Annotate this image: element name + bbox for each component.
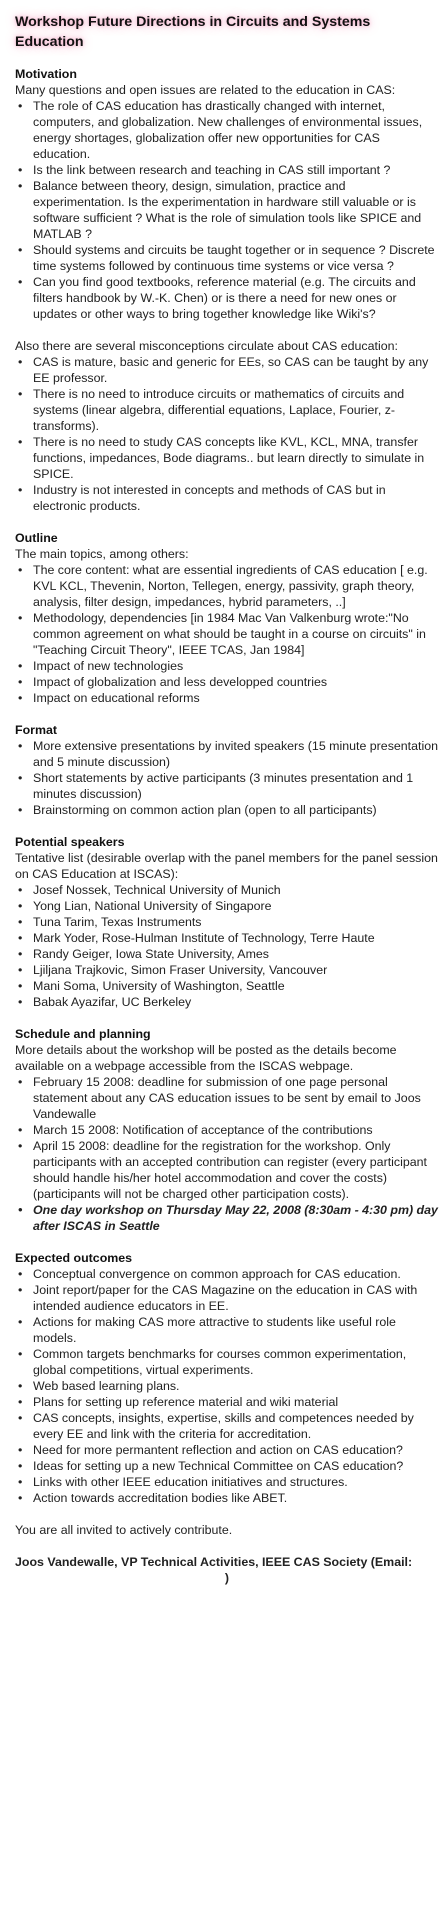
schedule-heading: Schedule and planning <box>15 1027 151 1041</box>
motivation-heading: Motivation <box>15 67 77 81</box>
workshop-date-item: • One day workshop on Thursday May 22, 2008 (8:30am - 4:30 pm) day after ISCAS in Seattle <box>15 1202 439 1234</box>
list-item: • Yong Lian, National University of Singapore <box>15 898 439 914</box>
list-item: • More extensive presentations by invited speakers (15 minute presentation and 5 minute discussion) <box>15 738 439 770</box>
list-item: • Need for more permantent reflection and action on CAS education? <box>15 1442 439 1458</box>
outline-intro: The main topics, among others: <box>15 547 189 561</box>
list-item: • April 15 2008: deadline for the registration for the workshop. Only participants with an accepted contribution can register (every participant should handle his/her hotel accommodation and cover the costs) (participants will not be charged other participation costs). <box>15 1138 439 1202</box>
list-item: • Ideas for setting up a new Technical Committee on CAS education? <box>15 1458 439 1474</box>
list-item: • Action towards accreditation bodies like ABET. <box>15 1490 439 1506</box>
spacer <box>15 322 439 338</box>
page-title: Workshop Future Directions in Circuits and Systems Education <box>15 14 371 50</box>
list-item: • Impact of globalization and less developped countries <box>15 674 439 690</box>
speakers-section <box>15 834 439 1010</box>
list-item: • Mark Yoder, Rose-Hulman Institute of Technology, Terre Haute <box>15 930 439 946</box>
list-item: • Tuna Tarim, Texas Instruments <box>15 914 439 930</box>
list-item: • Web based learning plans. <box>15 1378 439 1394</box>
list-item: • Industry is not interested in concepts and methods of CAS but in electronic products. <box>15 482 439 514</box>
outcomes-section <box>15 1250 439 1506</box>
list-item: • Impact on educational reforms <box>15 690 439 706</box>
list-item: • March 15 2008: Notification of acceptance of the contributions <box>15 1122 439 1138</box>
format-section <box>15 722 439 818</box>
motivation-list <box>15 98 439 322</box>
outcomes-list <box>15 1266 439 1506</box>
outline-section <box>15 530 439 706</box>
misconceptions-list <box>15 354 439 514</box>
list-item: • Mani Soma, University of Washington, Seattle <box>15 978 439 994</box>
list-item: • There is no need to introduce circuits or mathematics of circuits and systems (linear algebra, differential equations, Laplace, Fourier, z-transforms). <box>15 386 439 434</box>
list-item: • Josef Nossek, Technical University of Munich <box>15 882 439 898</box>
list-item: • Impact of new technologies <box>15 658 439 674</box>
speakers-heading: Potential speakers <box>15 835 125 849</box>
schedule-list <box>15 1074 439 1234</box>
closing-text: You are all invited to actively contribute. <box>15 1523 233 1537</box>
speakers-intro: Tentative list (desirable overlap with the panel members for the panel session on CAS Education at ISCAS): <box>15 851 438 881</box>
motivation-section <box>15 66 439 514</box>
list-item: • Randy Geiger, Iowa State University, Ames <box>15 946 439 962</box>
list-item: • Joint report/paper for the CAS Magazine on the education in CAS with intended audience educators in EE. <box>15 1282 439 1314</box>
signature: Joos Vandewalle, VP Technical Activities, IEEE CAS Society (Email: <box>15 1555 413 1569</box>
format-heading: Format <box>15 723 57 737</box>
list-item: • Should systems and circuits be taught together or in sequence ? Discrete time systems followed by continuous time systems or vice versa ? <box>15 242 439 274</box>
list-item: • Brainstorming on common action plan (open to all participants) <box>15 802 439 818</box>
list-item: • The role of CAS education has drastically changed with internet, computers, and globalization. New challenges of environmental issues, energy shortages, globalization offer new opportunities for CAS education. <box>15 98 439 162</box>
list-item: • Actions for making CAS more attractive to students like useful role models. <box>15 1314 439 1346</box>
list-item: • Babak Ayazifar, UC Berkeley <box>15 994 439 1010</box>
schedule-intro: More details about the workshop will be posted as the details become available on a webpage accessible from the ISCAS webpage. <box>15 1043 397 1073</box>
list-item: • Links with other IEEE education initiatives and structures. <box>15 1474 439 1490</box>
outline-heading: Outline <box>15 531 58 545</box>
speakers-list <box>15 882 439 1010</box>
list-item: • Balance between theory, design, simulation, practice and experimentation. Is the experimentation in hardware still valuable or is software sufficient ? What is the role of simulation tools like SPICE and MATLAB ? <box>15 178 439 242</box>
list-item: • Ljiljana Trajkovic, Simon Fraser University, Vancouver <box>15 962 439 978</box>
list-item: • There is no need to study CAS concepts like KVL, KCL, MNA, transfer functions, impedances, Bode diagrams.. but learn directly to simulate in SPICE. <box>15 434 439 482</box>
schedule-section <box>15 1026 439 1234</box>
list-item: • Methodology, dependencies [in 1984 Mac Van Valkenburg wrote:"No common agreement on what should be taught in a course on circuits" in "Teaching Circuit Theory", IEEE TCAS, Jan 1984] <box>15 610 439 658</box>
signature-tail: ) <box>224 1571 230 1585</box>
list-item: • CAS concepts, insights, expertise, skills and competences needed by every EE and link with the criteria for accreditation. <box>15 1410 439 1442</box>
list-item: • Conceptual convergence on common approach for CAS education. <box>15 1266 439 1282</box>
list-item: • Plans for setting up reference material and wiki material <box>15 1394 439 1410</box>
motivation-intro: Many questions and open issues are related to the education in CAS: <box>15 83 396 97</box>
list-item: • Can you find good textbooks, reference material (e.g. The circuits and filters handbook by W.-K. Chen) or is there a need for new ones or updates or other ways to bring together knowledge like Wiki's? <box>15 274 439 322</box>
outcomes-heading: Expected outcomes <box>15 1251 133 1265</box>
outline-list <box>15 562 439 706</box>
list-item: • Short statements by active participants (3 minutes presentation and 1 minutes discussion) <box>15 770 439 802</box>
list-item: • CAS is mature, basic and generic for EEs, so CAS can be taught by any EE professor. <box>15 354 439 386</box>
format-list <box>15 738 439 818</box>
list-item: • February 15 2008: deadline for submission of one page personal statement about any CAS education issues to be sent by email to Joos Vandewalle <box>15 1074 439 1122</box>
list-item: • The core content: what are essential ingredients of CAS education [ e.g. KVL KCL, Thevenin, Norton, Tellegen, energy, passivity, graph theory, analysis, filter design, impedances, hybrid parameters, ..] <box>15 562 439 610</box>
list-item: • Common targets benchmarks for courses common experimentation, global competitions, virtual experiments. <box>15 1346 439 1378</box>
list-item: • Is the link between research and teaching in CAS still important ? <box>15 162 439 178</box>
misconceptions-intro: Also there are several misconceptions circulate about CAS education: <box>15 339 398 353</box>
